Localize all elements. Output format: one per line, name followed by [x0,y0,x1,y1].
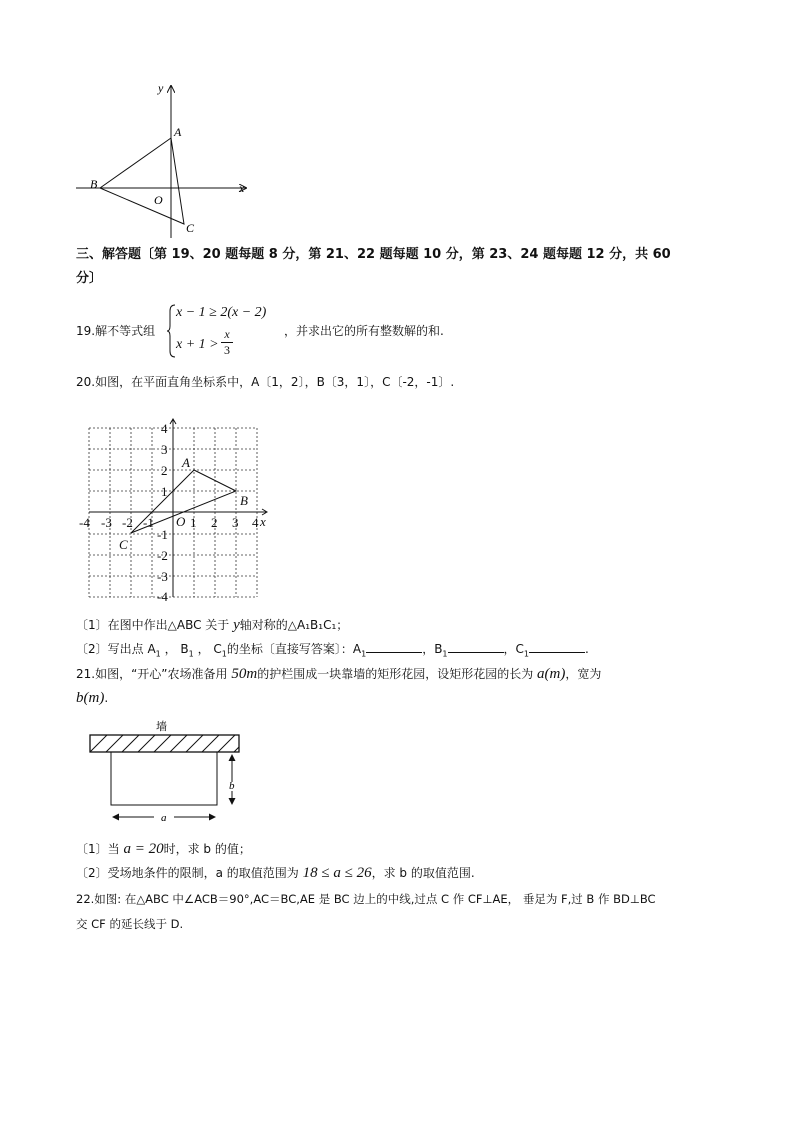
q19-inequality-system [167,304,282,358]
x-tick: 4 [252,515,259,530]
q20-text: 20.如图，在平面直角坐标系中，A〔1，2〕，B〔3，1〕，C〔-2，-1〕. [76,375,455,389]
y-tick: -1 [157,527,168,542]
q21-line1 [76,666,601,682]
section-heading-line2: 分〕 [76,271,103,286]
answer-blank-b1[interactable] [448,642,504,653]
y-tick: 2 [161,463,168,478]
x-tick: -4 [79,515,90,530]
garden-rectangle [111,752,217,805]
q20-part1 [76,617,348,633]
subscript: 1 [523,649,529,659]
axis-x-label: x [239,181,245,195]
q21-part1-a: 〔1〕当 [76,842,124,856]
point-b-label: B [240,493,248,508]
section-heading [76,243,726,291]
y-tick: 3 [161,442,168,457]
q22-line1: 22.如图: 在△ABC 中∠ACB＝90°,AC＝BC,AE 是 BC 边上的中线,过点 C 作 CF⊥AE， 垂足为 F,过 B 作 BD⊥BC [76,892,656,906]
subscript: 1 [221,649,227,659]
q22-line2: 交 CF 的延长线于 D. [76,917,184,931]
q21-math-range: 18 ≤ a ≤ 26 [302,865,372,881]
y-tick: -3 [157,569,168,584]
y-tick: -4 [157,589,168,604]
y-tick: 1 [161,484,168,499]
x-tick: -2 [122,515,133,530]
figure-triangle-axes [70,78,260,238]
point-a-label: A [174,125,182,139]
subscript: 1 [361,649,367,659]
q20-part1-y: y [233,617,240,633]
axis-y-label: y [158,81,164,95]
q21-line1-c: ，宽为 [565,667,602,681]
x-tick: 1 [190,515,197,530]
q19-prefix: 19.解不等式组 [76,324,156,338]
q20-part2 [76,641,589,662]
q21-garden-figure [86,716,246,831]
q20-part1-text-a: 〔1〕在图中作出△ABC 关于 [76,618,230,632]
q19-fraction [221,328,233,357]
q21-line1-a: 21.如图，“开心”农场准备用 [76,667,232,681]
point-c-label: C [119,537,128,552]
y-tick: 4 [161,421,168,436]
x-tick: 3 [232,515,239,530]
a-label: a [161,812,167,824]
point-a-label: A [182,455,190,470]
q19-frac-den: 3 [224,343,230,357]
q20-part1-text-b: 轴对称的△A₁B₁C₁； [239,618,349,632]
q20-part2-text-f: ，C [503,642,524,656]
subscript: 1 [155,649,161,659]
q21-part2-a: 〔2〕受场地条件的限制，a 的取值范围为 [76,866,303,880]
q21-part1-b: 时，求 b 的值； [163,842,251,856]
q21-line1-b: 的护栏围成一块靠墙的矩形花园，设矩形花园的长为 [257,667,538,681]
q21-math-50m: 50m [231,666,258,682]
b-label: b [229,780,235,792]
origin-label: O [154,193,163,207]
q20-part2-text-d: 的坐标〔直接写答案〕：A [226,642,362,656]
q21-line2 [76,690,108,706]
q21-line2-end: . [104,691,109,705]
q21-part1 [76,841,251,857]
q20-coordinate-grid [76,416,276,606]
q20-part2-text-b: ， B [164,642,189,656]
q21-math-a20: a = 20 [123,841,164,857]
q19-ineq1: x − 1 ≥ 2(x − 2) [176,305,267,320]
q21-part2-b: ，求 b 的取值范围. [371,866,475,880]
answer-blank-a1[interactable] [366,642,422,653]
x-tick: -3 [101,515,112,530]
q19-frac-num: x [224,327,230,341]
wall-label: 墙 [156,720,167,733]
point-c-label: C [186,221,195,235]
subscript: 1 [442,649,448,659]
subscript: 1 [188,649,194,659]
q20-part2-text-e: ，B [422,642,443,656]
axis-x-label: x [260,514,266,529]
x-tick: 2 [211,515,218,530]
q19-suffix: ，并求出它的所有整数解的和. [284,324,444,338]
q21-math-bm: b(m) [76,690,105,706]
point-b-label: B [90,177,98,191]
section-heading-line1: 三、解答题〔第 19、20 题每题 8 分，第 21、22 题每题 10 分，第 23、24 题每题 12 分，共 60 [76,247,671,262]
q20-part2-text-a: 〔2〕写出点 A [76,642,156,656]
wall-hatching [90,735,246,752]
origin-label: O [176,514,186,529]
q21-part2 [76,865,475,881]
q19-ineq2-left: x + 1 > [176,337,219,352]
y-tick: -2 [157,548,168,563]
answer-blank-c1[interactable] [529,642,585,653]
q20-part2-text-c: ， C [197,642,222,656]
q20-part2-end: . [585,642,589,656]
q21-math-am: a(m) [537,666,566,682]
x-tick: -1 [143,515,154,530]
